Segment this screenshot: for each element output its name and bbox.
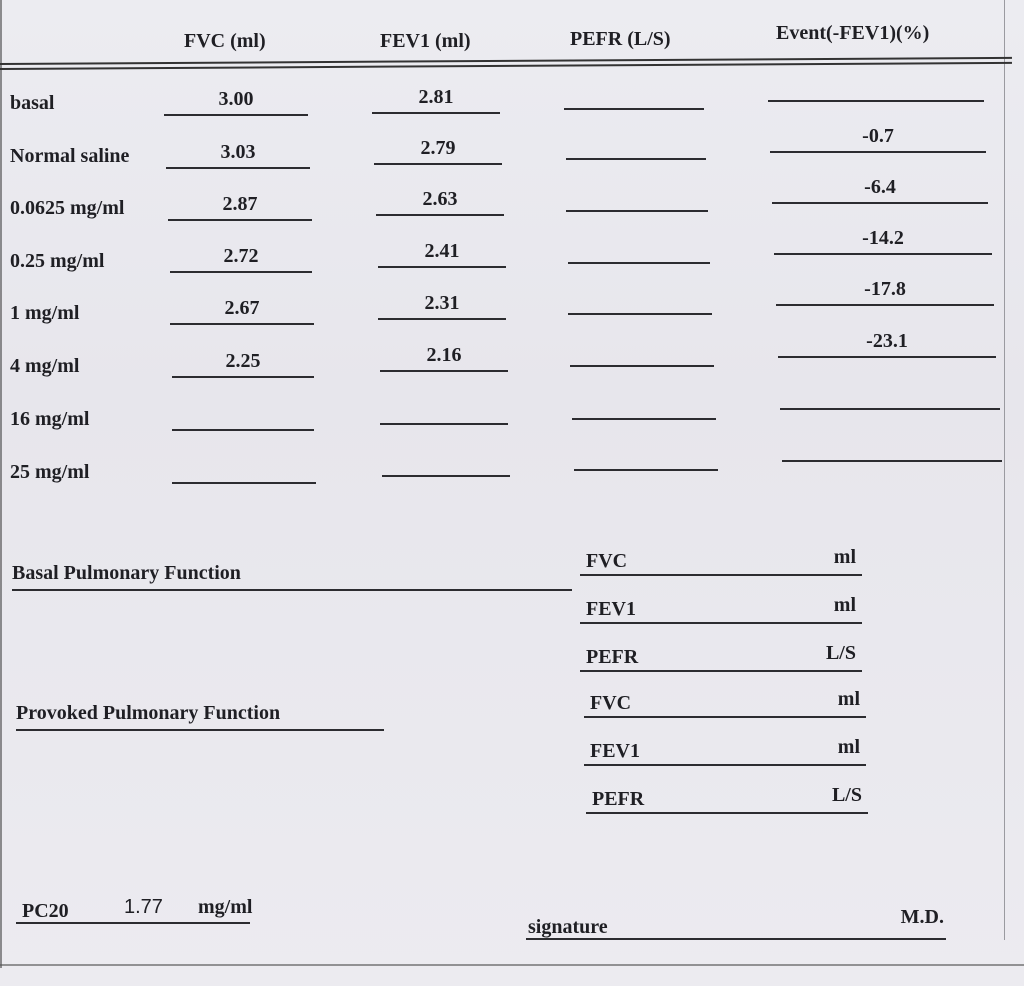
pc20-field — [16, 896, 253, 924]
basal-pefr-unit: L/S — [825, 642, 856, 664]
header-pefr: PEFR (L/S) — [570, 28, 671, 50]
basal-fev1-line — [580, 594, 862, 624]
cell-0-25-fev1: 2.41 — [378, 240, 506, 268]
sheet-right-border — [1004, 0, 1005, 940]
header-fev1: FEV1 (ml) — [380, 30, 471, 52]
basal-pefr-name: PEFR — [586, 646, 639, 668]
basal-fev1-unit: ml — [833, 594, 856, 616]
row-label-normal-saline: Normal saline — [10, 145, 130, 167]
signature-label: signature — [528, 916, 608, 938]
basal-pefr-line — [580, 642, 862, 672]
cell-25-fev1 — [382, 449, 510, 477]
provoked-fvc-line — [584, 688, 866, 718]
cell-1-event: -17.8 — [776, 278, 994, 306]
basal-fvc-unit: ml — [833, 546, 856, 568]
pc20-label: PC20 — [22, 900, 69, 922]
provoked-pulmonary-function-label: Provoked Pulmonary Function — [16, 702, 384, 731]
row-label-16: 16 mg/ml — [10, 408, 90, 430]
row-label-0-25: 0.25 mg/ml — [10, 250, 105, 272]
cell-saline-fvc: 3.03 — [166, 141, 310, 169]
cell-4-pefr — [570, 339, 714, 367]
cell-0-25-event: -14.2 — [774, 227, 992, 255]
basal-fev1-name: FEV1 — [586, 598, 636, 620]
cell-saline-pefr — [566, 132, 706, 160]
cell-basal-fvc: 3.00 — [164, 88, 308, 116]
provoked-pefr-line — [586, 784, 868, 814]
cell-4-fev1: 2.16 — [380, 344, 508, 372]
provoked-pefr-unit: L/S — [831, 784, 862, 806]
cell-4-event: -23.1 — [778, 330, 996, 358]
basal-pulmonary-function-label: Basal Pulmonary Function — [12, 562, 572, 591]
provoked-pefr-name: PEFR — [592, 788, 645, 810]
cell-0-0625-fvc: 2.87 — [168, 193, 312, 221]
cell-16-pefr — [572, 392, 716, 420]
row-label-25: 25 mg/ml — [10, 461, 90, 483]
cell-16-event — [780, 382, 1000, 410]
cell-16-fev1 — [380, 397, 508, 425]
provoked-fev1-line — [584, 736, 866, 766]
provoked-fev1-unit: ml — [837, 736, 860, 758]
cell-0-0625-fev1: 2.63 — [376, 188, 504, 216]
basal-fvc-line — [580, 546, 862, 576]
cell-16-fvc — [172, 403, 314, 431]
provoked-fev1-name: FEV1 — [590, 740, 640, 762]
cell-basal-fev1: 2.81 — [372, 86, 500, 114]
cell-0-0625-event: -6.4 — [772, 176, 988, 204]
row-label-1: 1 mg/ml — [10, 302, 80, 324]
cell-0-25-pefr — [568, 236, 710, 264]
header-fvc: FVC (ml) — [184, 30, 266, 52]
basal-fvc-name: FVC — [586, 550, 628, 572]
sheet-left-border — [0, 0, 2, 968]
cell-saline-fev1: 2.79 — [374, 137, 502, 165]
row-label-basal: basal — [10, 92, 55, 114]
cell-1-fev1: 2.31 — [378, 292, 506, 320]
header-event: Event(-FEV1)(%) — [776, 22, 930, 44]
provoked-fvc-unit: ml — [837, 688, 860, 710]
signature-md: M.D. — [900, 906, 944, 928]
pc20-unit: mg/ml — [198, 896, 253, 918]
cell-1-pefr — [568, 287, 712, 315]
cell-basal-pefr — [564, 82, 704, 110]
cell-saline-event: -0.7 — [770, 125, 986, 153]
cell-0-0625-pefr — [566, 184, 708, 212]
signature-field — [526, 906, 946, 940]
cell-4-fvc: 2.25 — [172, 350, 314, 378]
cell-1-fvc: 2.67 — [170, 297, 314, 325]
row-label-0-0625: 0.0625 mg/ml — [10, 197, 125, 219]
sheet-bottom-border — [0, 964, 1024, 966]
cell-25-pefr — [574, 443, 718, 471]
provoked-fvc-name: FVC — [590, 692, 632, 714]
cell-basal-event — [768, 74, 984, 102]
cell-25-event — [782, 434, 1002, 462]
cell-0-25-fvc: 2.72 — [170, 245, 312, 273]
cell-25-fvc — [172, 456, 316, 484]
row-label-4: 4 mg/ml — [10, 355, 80, 377]
pc20-value: 1.77 — [124, 896, 163, 918]
